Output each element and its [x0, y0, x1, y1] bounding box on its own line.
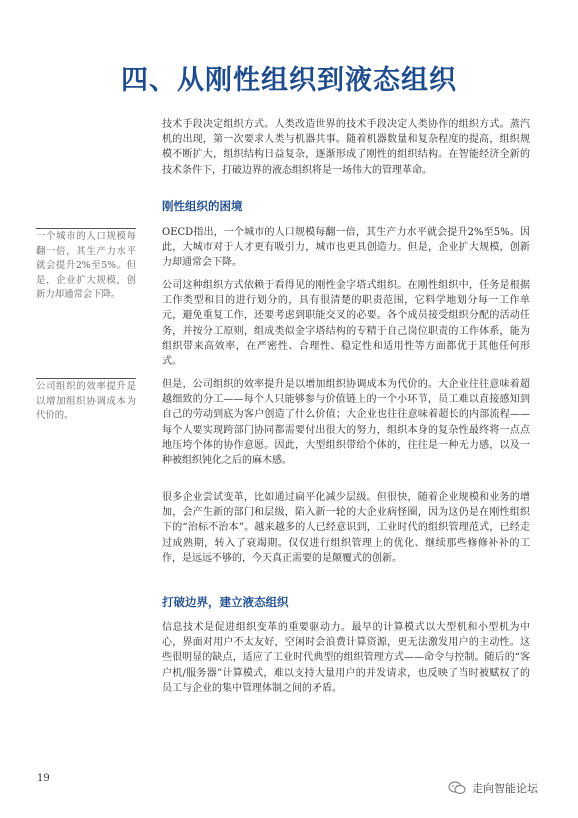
watermark — [448, 780, 538, 796]
body-paragraph: 很多企业尝试变革，比如通过扁平化减少层级。但很快，随着企业规模和业务的增加，会产生新的部门和层级，陷入新一轮的大企业病怪圈，因为这仍是在刚性组织下的“治标不治本”。越来越多的人已经意识到，工业时代的组织管理范式，已经走过成熟期，转入了衰竭期。仅仅进行组织管理上的优化、继续那些修修补补的工作，是远远不够的，今天真正需要的是颠覆式的创新。 — [162, 492, 530, 564]
section-heading-rigid-organization: 刚性组织的困境 — [162, 199, 243, 213]
wechat-icon — [448, 781, 466, 795]
pull-quote: 公司组织的效率提升是以增加组织协调成本为代价的。 — [36, 381, 136, 421]
body-paragraph: 公司这种组织方式依赖于看得见的刚性金字塔式组织。在刚性组织中，任务是根据工作类型和目的进行划分的，具有很清楚的职责范围，它料学地划分每一工作单元，避免重复工作，还要考虑到职能交叉的必要。各个成员接受组织分配的活动任务，并按分工原则，组成类似金字塔结构的专精于自己岗位职责的工作体系，能为组织带来高效率，在严密性、合理性、稳定性和适用性等方面都优于其他任何形式。 — [162, 280, 530, 368]
page-number: 19 — [37, 773, 50, 784]
body-paragraph: 但是，公司组织的效率提升是以增加组织协调成本为代价的。大企业往往意味着超越细致的分工——每个人只能够参与价值链上的一个小环节，员工难以直接感知到自己的劳动到底为客户创造了什么价值；大企业也往往意味着超长的内部流程——每个人要实现跨部门协同都需要付出很大的努力，组织本身的复杂性最终将一点点地压垮个体的协作意愿。因此，大型组织带给个体的，往往是一种无力感，以及一种被组织钝化之后的麻木感。 — [162, 379, 530, 467]
intro-paragraph: 技术手段决定组织方式。人类改造世界的技术手段决定人类协作的组织方式。蒸汽机的出现，第一次要求人类与机器共事。随着机器数量和复杂程度的提高，组织规模不断扩大，组织结构日益复杂，逐渐形成了刚性的组织结构。在智能经济全新的技术条件下，打破边界的液态组织将是一场伟大的管理革命。 — [162, 119, 530, 176]
pull-quote: 一个城市的人口规模每翻一倍，其生产力水平就会提升2%至5%。但是，企业扩大规模，创新力却通常会下降。 — [36, 231, 136, 300]
pull-quote-rule — [36, 378, 136, 379]
body-paragraph: 信息技术是促进组织变革的重要驱动力。最早的计算模式以大型机和小型机为中心，界面对用户不太友好，空闲时会浪费计算资源，更无法激发用户的主动性。这些很明显的缺点，适应了工业时代典型的组织管理方式——命令与控制。随后的“客户机/服务器”计算模式，难以支持大量用户的并发请求，也反映了当时被赋权了的员工与企业的集中管理体制之间的矛盾。 — [162, 622, 530, 694]
watermark-text: 走向智能论坛 — [472, 782, 538, 795]
pull-quote-rule — [36, 228, 136, 229]
section-heading-liquid-organization: 打破边界，建立液态组织 — [162, 595, 289, 609]
page-title: 四、从刚性组织到液态组织 — [121, 65, 457, 96]
body-paragraph: OECD指出，一个城市的人口规模每翻一倍，其生产力水平就会提升2%至5%。因此，大城市对于人才更有吸引力，城市也更具创造力。但是，企业扩大规模，创新力却通常会下降。 — [162, 227, 530, 269]
